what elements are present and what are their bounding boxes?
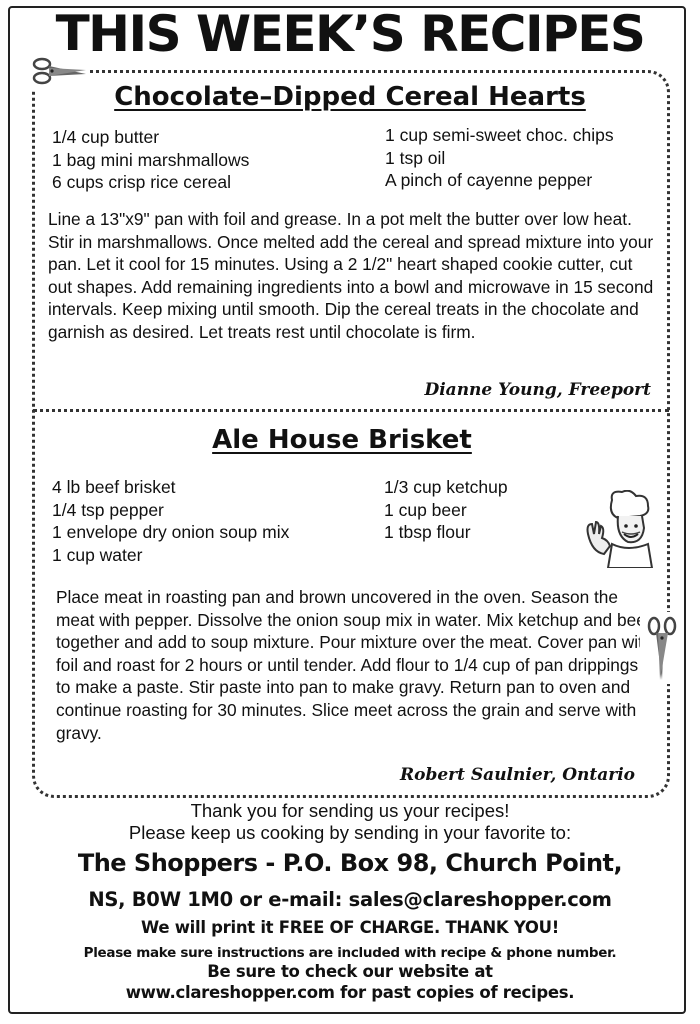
ingredient-item: 1 cup beer <box>384 499 467 520</box>
recipe-instructions: Place meat in roasting pan and brown uncovered in the oven. Season the meat with pepper. Dissolve the onion soup mix in water. Mix ketchup and beer together and add to soup mixture. Pour mixture over the meat. Cover pan with foil and roast for 2 hours or until tender. Add flour to 1/4 cup of pan drippings to make a paste. Stir paste into pan to make gravy. Return pan to oven and continue roasting for 30 minutes. Slice meet across the grain and serve with gravy. <box>56 587 653 743</box>
ingredient-list <box>52 476 289 566</box>
ingredient-item: 4 lb beef brisket <box>52 477 176 497</box>
scissors-icon <box>640 612 684 684</box>
ingredient-list <box>384 476 508 544</box>
footer-free-notice: We will print it FREE OF CHARGE. THANK YOU! <box>141 918 559 937</box>
footer-website: www.clareshopper.com for past copies of recipes. <box>125 983 575 1002</box>
page-title: THIS WEEK’S RECIPES <box>55 5 645 63</box>
ingredient-item: 1 tbsp flour <box>384 522 471 542</box>
recipe-author: Dianne Young, Freeport <box>424 380 651 400</box>
ingredient-item: 1 envelope dry onion soup mix <box>52 522 290 542</box>
footer-request: Please keep us cooking by sending in your favorite to: <box>128 822 572 843</box>
ingredient-item: 1 bag mini marshmallows <box>52 149 250 170</box>
footer-website-prompt: Be sure to check our website at <box>207 962 493 981</box>
recipe-instructions: Line a 13"x9" pan with foil and grease. In a pot melt the butter over low heat. Stir in marshmallows. Once melted add the cereal and spread mixture into your pan. Let it cool for 15 minutes. Using a 2 1/2" heart shaped cookie cutter, cut out shapes. Add remaining ingredients into a bowl and microwave in 15 second intervals. Keep mixing until smooth. Dip the cereal treats in the chocolate and garnish as desired. Let treats rest until chocolate is firm. <box>48 209 654 342</box>
recipe-divider <box>33 409 669 412</box>
ingredient-item: 6 cups crisp rice cereal <box>52 172 231 192</box>
ingredient-item: 1/4 tsp pepper <box>52 499 164 520</box>
ingredient-item: 1/4 cup butter <box>52 127 160 147</box>
footer-email: NS, B0W 1M0 or e-mail: sales@clareshopper.com <box>88 888 612 911</box>
footer-address: The Shoppers - P.O. Box 98, Church Point, <box>77 849 623 877</box>
ingredient-item: 1 tsp oil <box>385 147 446 168</box>
footer-instructions-note: Please make sure instructions are included with recipe & phone number. <box>83 945 617 961</box>
recipe-author: Robert Saulnier, Ontario <box>400 765 635 785</box>
footer-thanks: Thank you for sending us your recipes! <box>190 800 510 821</box>
recipe-title: Ale House Brisket <box>212 425 472 455</box>
ingredient-list <box>52 126 249 194</box>
ingredient-item: 1 cup semi-sweet choc. chips <box>385 125 614 145</box>
ingredient-item: 1 cup water <box>52 544 143 565</box>
recipe-title: Chocolate–Dipped Cereal Hearts <box>114 82 586 112</box>
chef-illustration <box>582 490 662 568</box>
ingredient-item: A pinch of cayenne pepper <box>385 170 593 190</box>
ingredient-item: 1/3 cup ketchup <box>384 477 508 497</box>
ingredient-list <box>385 124 614 192</box>
